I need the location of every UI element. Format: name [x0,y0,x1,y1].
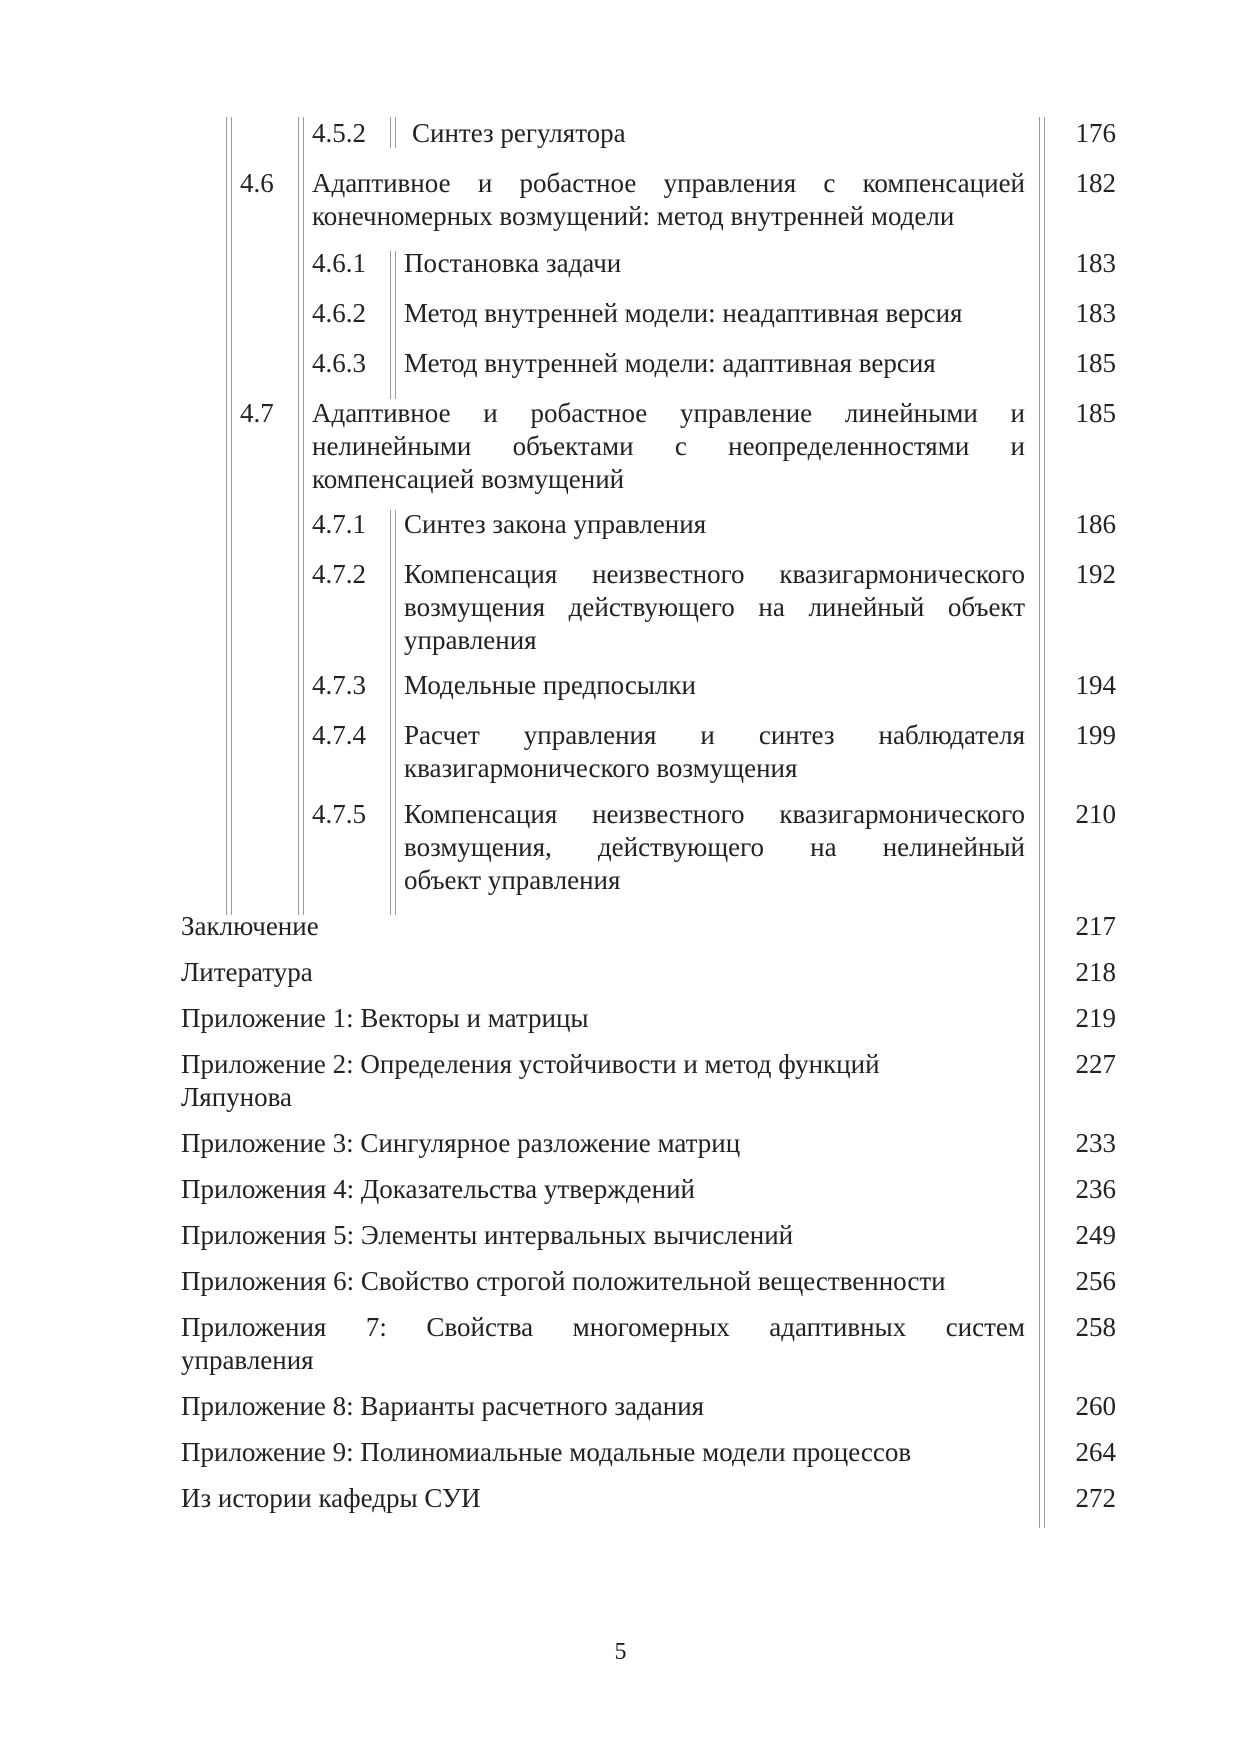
toc-entry-title: Заключение [181,911,319,941]
toc-entry-number: 4.7.3 [312,670,366,700]
toc-entry-title-line: Адаптивное и робастное управления с компенсацией [312,168,1025,198]
toc-entry-page: 217 [1075,911,1116,941]
toc-entry-page: 185 [1075,348,1116,378]
toc-entry-page: 272 [1075,1483,1116,1513]
toc-entry-number: 4.6 [240,168,274,198]
toc-entry-title-line: объект управления [404,865,621,895]
toc-entry-page: 264 [1075,1437,1116,1467]
toc-entry-page: 219 [1075,1003,1116,1033]
toc-entry-title: Приложение 8: Варианты расчетного задания [181,1391,705,1421]
toc-entry-title: Из истории кафедры СУИ [181,1483,481,1513]
toc-entry-title: Метод внутренней модели: неадаптивная версия [404,298,963,328]
toc-entry-title-line: возмущения действующего на линейный объект [404,592,1025,622]
toc-entry-page: 182 [1075,168,1116,198]
toc-entry-page: 185 [1075,398,1116,428]
toc-entry-page: 236 [1075,1174,1116,1204]
toc-entry-page: 256 [1075,1266,1116,1296]
toc-entry-title-line: Ляпунова [181,1082,293,1112]
toc-entry-title-line: Адаптивное и робастное управление линейными и [312,398,1025,428]
toc-entry-number: 4.7.5 [312,799,366,829]
toc-entry-title-line: Компенсация неизвестного квазигармонического [404,559,1025,589]
table-border-page-column [1039,117,1045,1528]
table-border-subsection-left [390,510,396,915]
toc-entry-title: Литература [181,957,313,987]
toc-entry-title: Постановка задачи [404,248,622,278]
toc-entry-title: Модельные предпосылки [404,670,696,700]
toc-entry-number: 4.6.1 [312,248,366,278]
toc-entry-number: 4.7.1 [312,509,366,539]
toc-entry-page: 199 [1075,720,1116,750]
table-border-subsection-left [390,251,396,399]
toc-entry-page: 227 [1075,1049,1116,1079]
toc-entry-page: 258 [1075,1312,1116,1342]
toc-entry-title-line: конечномерных возмущений: метод внутренней модели [312,201,955,231]
toc-entry-page: 218 [1075,957,1116,987]
toc-entry-title: Приложения 4: Доказательства утверждений [181,1174,695,1204]
toc-entry-title-line: Расчет управления и синтез наблюдателя [404,720,1025,750]
table-border-section-left [298,117,304,915]
toc-entry-number: 4.7.4 [312,720,366,750]
toc-entry-number: 4.7 [240,398,274,428]
table-border-subsection-left [390,117,396,148]
toc-entry-title: Синтез регулятора [412,118,626,148]
toc-entry-title-line: возмущения, действующего на нелинейный [404,832,1025,862]
toc-entry-title: Метод внутренней модели: адаптивная версия [404,348,936,378]
toc-entry-title-line: управления [181,1345,314,1375]
toc-entry-title-line: нелинейными объектами с неопределенностями и [312,431,1025,461]
toc-entry-page: 183 [1075,298,1116,328]
toc-entry-number: 4.7.2 [312,559,366,589]
toc-entry-title: Приложение 3: Сингулярное разложение матриц [181,1128,741,1158]
toc-entry-page: 194 [1075,670,1116,700]
toc-entry-title-line: Компенсация неизвестного квазигармонического [404,799,1025,829]
toc-entry-page: 233 [1075,1128,1116,1158]
page-number: 5 [614,1639,627,1665]
toc-entry-number: 4.6.2 [312,298,366,328]
toc-entry-title-line: компенсацией возмущений [312,464,625,494]
table-border-outer-left [226,117,232,915]
toc-entry-page: 260 [1075,1391,1116,1421]
toc-entry-title: Приложение 9: Полиномиальные модальные модели процессов [181,1437,912,1467]
toc-entry-page: 210 [1075,799,1116,829]
toc-entry-title-line: квазигармонического возмущения [404,753,798,783]
toc-entry-title-line: управления [404,625,537,655]
toc-entry-page: 183 [1075,248,1116,278]
toc-entry-title-line: Приложение 2: Определения устойчивости и метод функций [181,1049,880,1079]
toc-entry-title: Приложения 6: Свойство строгой положительной вещественности [181,1266,946,1296]
toc-entry-number: 4.6.3 [312,348,366,378]
toc-entry-number: 4.5.2 [312,118,366,148]
toc-entry-page: 249 [1075,1220,1116,1250]
toc-entry-title: Приложение 1: Векторы и матрицы [181,1003,589,1033]
toc-entry-title: Приложения 5: Элементы интервальных вычислений [181,1220,794,1250]
toc-entry-page: 176 [1075,118,1116,148]
toc-entry-title: Синтез закона управления [404,509,707,539]
toc-entry-title-line: Приложения 7: Свойства многомерных адаптивных систем [181,1312,1025,1342]
toc-entry-page: 192 [1075,559,1116,589]
toc-entry-page: 186 [1075,509,1116,539]
